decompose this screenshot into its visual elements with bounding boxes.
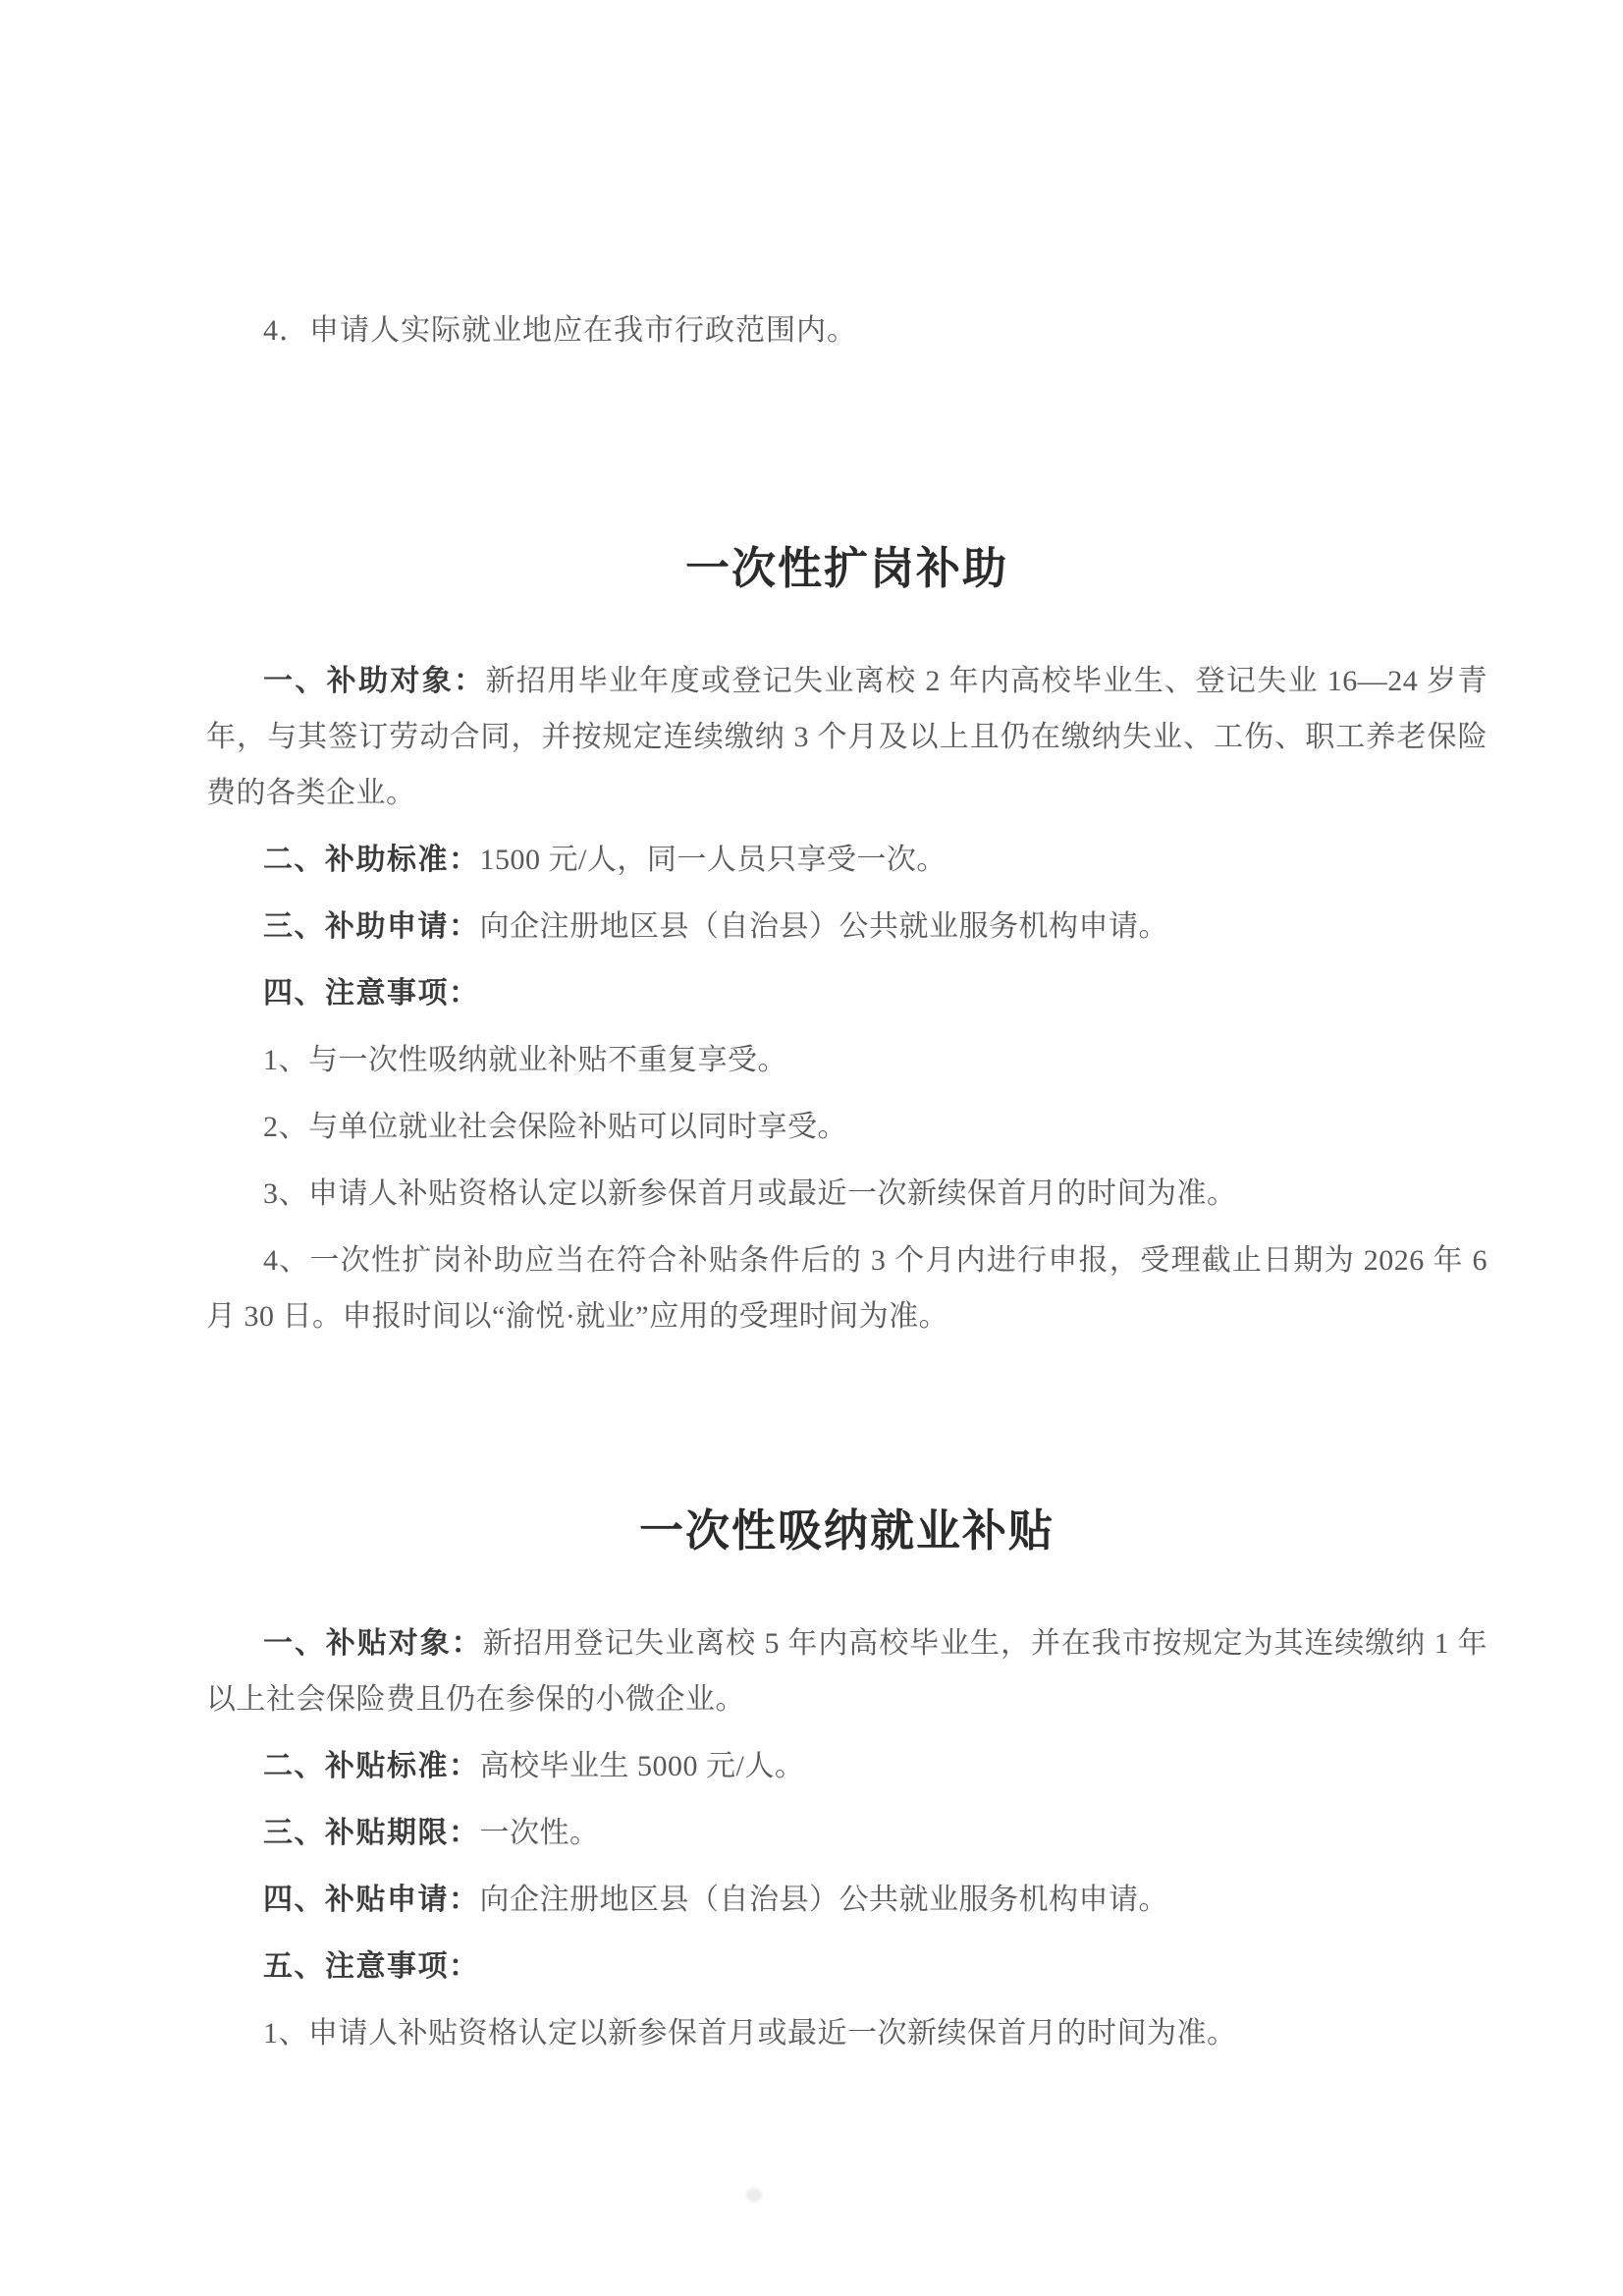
section-2-item-5 <box>206 1939 1488 1995</box>
intro-clause: 4．申请人实际就业地应在我市行政范围内。 <box>263 314 857 347</box>
section-1-item-4-label: 四、注意事项： <box>263 977 480 1010</box>
section-1-note-2-text: 2、与单位就业社会保险补贴可以同时享受。 <box>263 1111 847 1143</box>
section-1-note-3-text: 3、申请人补贴资格认定以新参保首月或最近一次新续保首月的时间为准。 <box>263 1177 1237 1210</box>
section-1-item-3-text: 向企注册地区县（自治县）公共就业服务机构申请。 <box>479 910 1168 943</box>
section-1-item-3 <box>206 899 1488 955</box>
section-1-note-2 <box>206 1099 1488 1155</box>
section-1-note-3 <box>206 1166 1488 1222</box>
section-1-item-2-label: 二、补助标准： <box>263 844 480 876</box>
section-2-item-2-text: 高校毕业生 5000 元/人。 <box>479 1750 805 1782</box>
section-1-item-1-label: 一、补助对象： <box>263 665 486 697</box>
section-1-note-4 <box>206 1232 1488 1344</box>
section-1-item-1-text: 新招用毕业年度或登记失业离校 2 年内高校毕业生、登记失业 16—24 岁青年，与其签订劳动合同，并按规定连续缴纳 3 个月及以上且仍在缴纳失业、工伤、职工养老保险费的各类企业。 <box>206 665 1488 809</box>
section-1-title: 一次性扩岗补助 <box>684 543 1008 593</box>
section-2-item-4-label: 四、补贴申请： <box>263 1884 480 1916</box>
section-2-item-3-text: 一次性。 <box>479 1817 600 1849</box>
section-2-item-1-label: 一、补贴对象： <box>263 1627 483 1660</box>
section-1-note-1 <box>206 1032 1488 1088</box>
section-1-item-3-label: 三、补助申请： <box>263 910 480 943</box>
section-2-title: 一次性吸纳就业补贴 <box>638 1505 1055 1556</box>
section-2-item-5-label: 五、注意事项： <box>263 1950 480 1983</box>
section-2-item-2 <box>206 1738 1488 1794</box>
section-2-note-1 <box>206 2005 1488 2061</box>
section-2-item-4-text: 向企注册地区县（自治县）公共就业服务机构申请。 <box>479 1884 1168 1916</box>
section-2-item-1-text: 新招用登记失业离校 5 年内高校毕业生，并在我市按规定为其连续缴纳 1 年以上社会保险费且仍在参保的小微企业。 <box>206 1627 1488 1716</box>
section-2-item-4 <box>206 1872 1488 1928</box>
section-1-item-2-text: 1500 元/人，同一人员只享受一次。 <box>479 844 947 876</box>
section-1-item-4 <box>206 965 1488 1021</box>
section-1-note-4-text: 4、一次性扩岗补助应当在符合补贴条件后的 3 个月内进行申报，受理截止日期为 2026 年 6 月 30 日。申报时间以“渝悦·就业”应用的受理时间为准。 <box>206 1244 1488 1333</box>
section-2-item-1 <box>206 1615 1488 1727</box>
section-1-item-1 <box>206 653 1488 821</box>
section-2-item-3 <box>206 1805 1488 1861</box>
scan-smudge-artifact <box>746 2188 762 2202</box>
section-1-item-2 <box>206 832 1488 888</box>
section-2-note-1-text: 1、申请人补贴资格认定以新参保首月或最近一次新续保首月的时间为准。 <box>263 2017 1237 2050</box>
section-2-item-3-label: 三、补贴期限： <box>263 1817 480 1849</box>
section-1-note-1-text: 1、与一次性吸纳就业补贴不重复享受。 <box>263 1044 787 1076</box>
section-2-item-2-label: 二、补贴标准： <box>263 1750 480 1782</box>
